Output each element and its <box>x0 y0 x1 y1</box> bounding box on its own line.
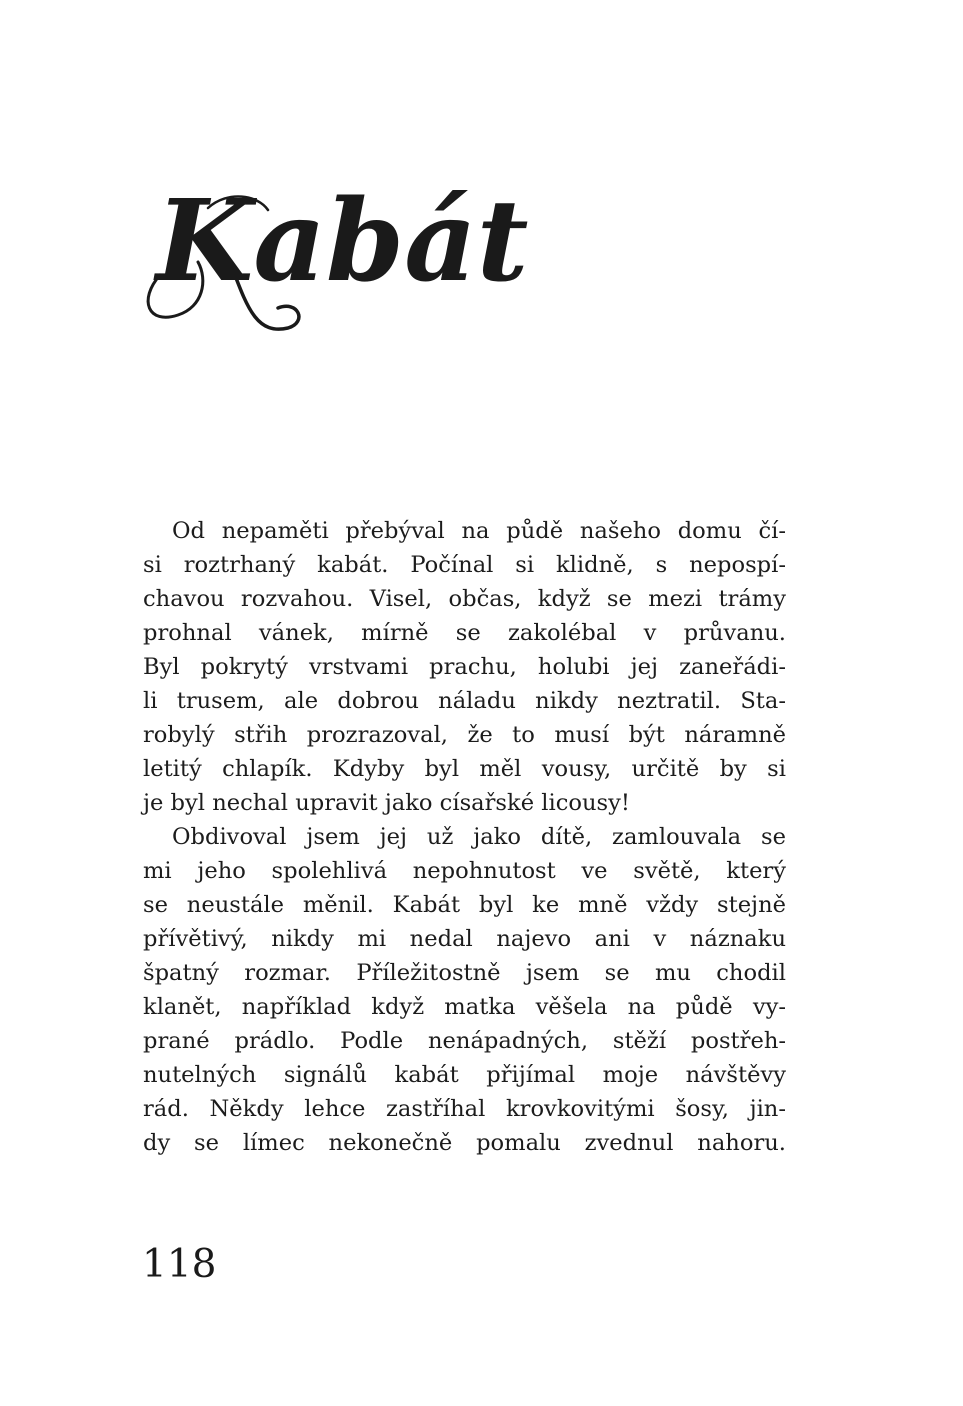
chapter-title <box>138 150 529 340</box>
text-line: klanět, například když matka věšela na půdě vy- <box>143 994 786 1020</box>
chapter-title-text: Kabát <box>156 176 529 307</box>
text-line: přívětivý, nikdy mi nedal najevo ani v náznaku <box>143 926 786 952</box>
text-line: Byl pokrytý vrstvami prachu, holubi jej zaneřádi- <box>143 654 786 680</box>
text-line: robylý střih prozrazoval, že to musí být náramně <box>143 722 786 748</box>
body-text <box>143 514 786 1160</box>
text-line: si roztrhaný kabát. Počínal si klidně, s nepospí- <box>143 552 786 578</box>
text-line: Od nepaměti přebýval na půdě našeho domu čí- <box>172 518 786 544</box>
text-line: prohnal vánek, mírně se zakolébal v průvanu. <box>143 620 786 646</box>
paragraph-1 <box>143 514 786 820</box>
page-number: 118 <box>142 1242 217 1287</box>
text-line: nutelných signálů kabát přijímal moje návštěvy <box>143 1062 786 1088</box>
text-line: je byl nechal upravit jako císařské licousy! <box>143 790 630 816</box>
chapter-title-calligraphy <box>138 150 529 340</box>
text-line: se neustále měnil. Kabát byl ke mně vždy stejně <box>143 892 786 918</box>
text-line: li trusem, ale dobrou náladu nikdy neztratil. Sta- <box>143 688 786 714</box>
text-line: chavou rozvahou. Visel, občas, když se mezi trámy <box>143 586 786 612</box>
text-line: mi jeho spolehlivá nepohnutost ve světě, který <box>143 858 786 884</box>
text-line: letitý chlapík. Kdyby byl měl vousy, určitě by si <box>143 756 786 782</box>
text-line: špatný rozmar. Příležitostně jsem se mu chodil <box>143 960 786 986</box>
text-line: dy se límec nekonečně pomalu zvednul nahoru. <box>143 1130 786 1156</box>
text-line: prané prádlo. Podle nenápadných, stěží postřeh- <box>143 1028 786 1054</box>
text-line: Obdivoval jsem jej už jako dítě, zamlouvala se <box>172 824 786 850</box>
paragraph-2 <box>143 820 786 1160</box>
text-line: rád. Někdy lehce zastříhal krovkovitými šosy, jin- <box>143 1096 786 1122</box>
